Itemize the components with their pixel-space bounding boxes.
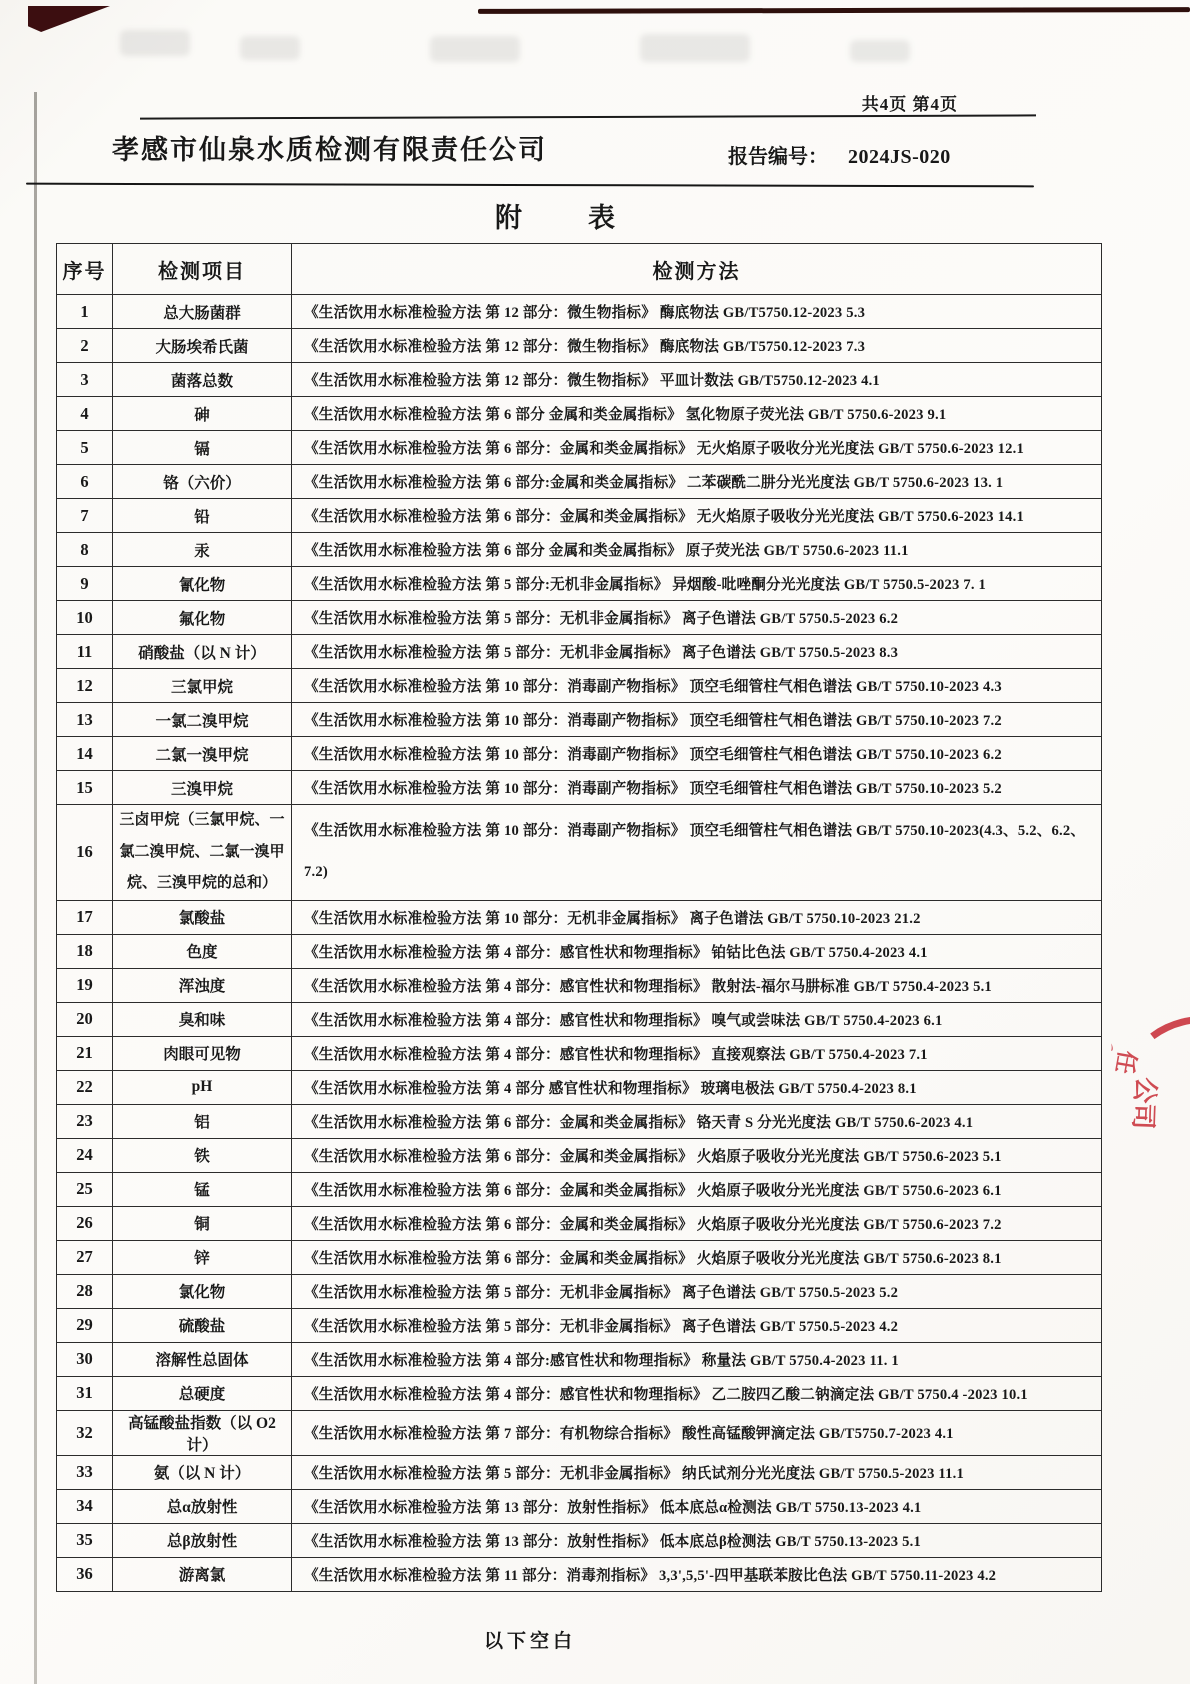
doc-title-char: 附: [495, 203, 522, 233]
cell-no: 1: [57, 295, 113, 329]
table-row: [57, 934, 1102, 968]
cell-method: 《生活饮用水标准检验方法 第 6 部分：金属和类金属指标》 铬天青 S 分光光度法 GB/T 5750.6-2023 4.1: [292, 1104, 1102, 1138]
table-row: [57, 1308, 1102, 1342]
cell-item: 总硬度: [113, 1376, 292, 1410]
table-row: [57, 601, 1102, 635]
cell-item: 铁: [113, 1138, 292, 1172]
scan-smudge: [120, 30, 190, 56]
cell-item: 三溴甲烷: [113, 771, 292, 805]
table-row: [57, 1489, 1102, 1523]
report-number-value: 2024JS-020: [848, 146, 951, 168]
table-row: [57, 968, 1102, 1002]
page-indicator: 共4页 第4页: [861, 95, 958, 114]
cell-no: 30: [57, 1342, 113, 1376]
cell-no: 34: [57, 1489, 113, 1523]
cell-no: 19: [57, 968, 113, 1002]
cell-method: 《生活饮用水标准检验方法 第 6 部分：金属和类金属指标》 火焰原子吸收分光光度法 GB/T 5750.6-2023 6.1: [292, 1172, 1102, 1206]
cell-method: 《生活饮用水标准检验方法 第 6 部分：金属和类金属指标》 火焰原子吸收分光光度法 GB/T 5750.6-2023 5.1: [292, 1138, 1102, 1172]
cell-no: 25: [57, 1172, 113, 1206]
cell-method: 《生活饮用水标准检验方法 第 10 部分：消毒副产物指标》 顶空毛细管柱气相色谱法 GB/T 5750.10-2023 7.2: [292, 703, 1102, 737]
cell-item: pH: [113, 1070, 292, 1104]
table-row: [57, 567, 1102, 601]
table-row: [57, 1104, 1102, 1138]
cell-no: 27: [57, 1240, 113, 1274]
cell-method: 《生活饮用水标准检验方法 第 13 部分：放射性指标》 低本底总β检测法 GB/T 5750.13-2023 5.1: [292, 1523, 1102, 1557]
scan-smudge: [430, 36, 520, 62]
doc-title-char: 表: [588, 203, 615, 233]
cell-method: 《生活饮用水标准检验方法 第 11 部分：消毒剂指标》 3,3',5,5'-四甲基联苯胺比色法 GB/T 5750.11-2023 4.2: [292, 1557, 1102, 1591]
table-row: [57, 1410, 1102, 1455]
footer-note: 以下空白: [483, 1631, 576, 1652]
table-row: [57, 1138, 1102, 1172]
scan-topline-artifact: [478, 7, 1190, 14]
cell-method: 《生活饮用水标准检验方法 第 4 部分：感官性状和物理指标》 铂钴比色法 GB/T 5750.4-2023 4.1: [292, 934, 1102, 968]
cell-method: 《生活饮用水标准检验方法 第 6 部分：金属和类金属指标》 火焰原子吸收分光光度法 GB/T 5750.6-2023 8.1: [292, 1240, 1102, 1274]
cell-method: 《生活饮用水标准检验方法 第 4 部分 感官性状和物理指标》 玻璃电极法 GB/T 5750.4-2023 8.1: [292, 1070, 1102, 1104]
cell-method: 《生活饮用水标准检验方法 第 12 部分：微生物指标》 平皿计数法 GB/T5750.12-2023 4.1: [292, 363, 1102, 397]
cell-no: 31: [57, 1376, 113, 1410]
cell-no: 20: [57, 1002, 113, 1036]
cell-no: 10: [57, 601, 113, 635]
col-method-header: 检测方法: [292, 244, 1102, 295]
cell-method: 《生活饮用水标准检验方法 第 4 部分：感官性状和物理指标》 嗅气或尝味法 GB/T 5750.4-2023 6.1: [292, 1002, 1102, 1036]
report-number: [728, 140, 951, 169]
cell-item: 氨（以 N 计）: [113, 1455, 292, 1489]
cell-no: 4: [57, 397, 113, 431]
cell-item: 铝: [113, 1104, 292, 1138]
table-row: [57, 499, 1102, 533]
table-row: [57, 1070, 1102, 1104]
cell-method: 《生活饮用水标准检验方法 第 4 部分:感官性状和物理指标》 称量法 GB/T 5750.4-2023 11. 1: [292, 1342, 1102, 1376]
cell-item: 总α放射性: [113, 1489, 292, 1523]
cell-no: 14: [57, 737, 113, 771]
cell-item: 三氯甲烷: [113, 669, 292, 703]
scan-smudge: [240, 36, 300, 60]
cell-item: 溶解性总固体: [113, 1342, 292, 1376]
cell-no: 3: [57, 363, 113, 397]
cell-item: 汞: [113, 533, 292, 567]
cell-item: 砷: [113, 397, 292, 431]
table-row: [57, 805, 1102, 901]
table-body: [57, 295, 1102, 1592]
table-row: [57, 329, 1102, 363]
table-row: [57, 771, 1102, 805]
cell-no: 17: [57, 900, 113, 934]
cell-method: 《生活饮用水标准检验方法 第 6 部分：金属和类金属指标》 无火焰原子吸收分光光度法 GB/T 5750.6-2023 14.1: [292, 499, 1102, 533]
table-row: [57, 669, 1102, 703]
cell-item: 高锰酸盐指数（以 O2 计）: [113, 1410, 292, 1455]
table-row: [57, 465, 1102, 499]
cell-method: 《生活饮用水标准检验方法 第 4 部分：感官性状和物理指标》 散射法-福尔马肼标准 GB/T 5750.4-2023 5.1: [292, 968, 1102, 1002]
table-row: [57, 431, 1102, 465]
scan-corner-artifact: [28, 6, 110, 32]
table-row: [57, 1342, 1102, 1376]
table-row: [57, 635, 1102, 669]
cell-no: 6: [57, 465, 113, 499]
cell-method: 《生活饮用水标准检验方法 第 5 部分：无机非金属指标》 离子色谱法 GB/T 5750.5-2023 4.2: [292, 1308, 1102, 1342]
table-row: [57, 900, 1102, 934]
cell-item: 色度: [113, 934, 292, 968]
cell-no: 35: [57, 1523, 113, 1557]
cell-method: 《生活饮用水标准检验方法 第 12 部分：微生物指标》 酶底物法 GB/T5750.12-2023 5.3: [292, 295, 1102, 329]
scan-smudge: [850, 40, 910, 62]
cell-item: 氰化物: [113, 567, 292, 601]
cell-item: 锌: [113, 1240, 292, 1274]
cell-no: 7: [57, 499, 113, 533]
header-rule-bottom: [26, 183, 1034, 188]
cell-method: 《生活饮用水标准检验方法 第 5 部分：无机非金属指标》 离子色谱法 GB/T 5750.5-2023 5.2: [292, 1274, 1102, 1308]
table-row: [57, 1036, 1102, 1070]
cell-item: 硫酸盐: [113, 1308, 292, 1342]
cell-item: 氯酸盐: [113, 900, 292, 934]
table-row: [57, 295, 1102, 329]
cell-method: 《生活饮用水标准检验方法 第 13 部分：放射性指标》 低本底总α检测法 GB/T 5750.13-2023 4.1: [292, 1489, 1102, 1523]
cell-item: 总β放射性: [113, 1523, 292, 1557]
table-row: [57, 1206, 1102, 1240]
table-row: [57, 703, 1102, 737]
cell-item: 臭和味: [113, 1002, 292, 1036]
doc-title: [0, 196, 1110, 235]
red-stamp-char: 司: [1128, 1102, 1159, 1130]
table-row: [57, 533, 1102, 567]
cell-item: 铜: [113, 1206, 292, 1240]
cell-item: 镉: [113, 431, 292, 465]
cell-item: 菌落总数: [113, 363, 292, 397]
cell-item: 浑浊度: [113, 968, 292, 1002]
cell-no: 23: [57, 1104, 113, 1138]
cell-method: 《生活饮用水标准检验方法 第 10 部分：无机非金属指标》 离子色谱法 GB/T 5750.10-2023 21.2: [292, 900, 1102, 934]
table-row: [57, 1274, 1102, 1308]
cell-no: 28: [57, 1274, 113, 1308]
table-row: [57, 363, 1102, 397]
cell-no: 24: [57, 1138, 113, 1172]
cell-no: 2: [57, 329, 113, 363]
appendix-table: [56, 243, 1102, 1592]
table-row: [57, 737, 1102, 771]
cell-no: 29: [57, 1308, 113, 1342]
cell-no: 8: [57, 533, 113, 567]
cell-method: 《生活饮用水标准检验方法 第 5 部分：无机非金属指标》 纳氏试剂分光光度法 GB/T 5750.5-2023 11.1: [292, 1455, 1102, 1489]
cell-no: 36: [57, 1557, 113, 1591]
cell-method: 《生活饮用水标准检验方法 第 6 部分 金属和类金属指标》 氢化物原子荧光法 GB/T 5750.6-2023 9.1: [292, 397, 1102, 431]
page-edge-line: [34, 92, 37, 1684]
cell-method: 《生活饮用水标准检验方法 第 5 部分：无机非金属指标》 离子色谱法 GB/T 5750.5-2023 6.2: [292, 601, 1102, 635]
header-rule-top: [140, 114, 1036, 119]
cell-no: 26: [57, 1206, 113, 1240]
cell-no: 15: [57, 771, 113, 805]
cell-no: 11: [57, 635, 113, 669]
scan-smudge: [640, 34, 750, 62]
col-item-header: 检测项目: [113, 244, 292, 295]
table-header-row: [57, 244, 1102, 295]
cell-item: 二氯一溴甲烷: [113, 737, 292, 771]
cell-no: 5: [57, 431, 113, 465]
cell-method: 《生活饮用水标准检验方法 第 6 部分：金属和类金属指标》 火焰原子吸收分光光度法 GB/T 5750.6-2023 7.2: [292, 1206, 1102, 1240]
cell-item: 肉眼可见物: [113, 1036, 292, 1070]
cell-no: 32: [57, 1410, 113, 1455]
cell-no: 21: [57, 1036, 113, 1070]
cell-no: 22: [57, 1070, 113, 1104]
cell-method: 《生活饮用水标准检验方法 第 5 部分：无机非金属指标》 离子色谱法 GB/T 5750.5-2023 8.3: [292, 635, 1102, 669]
company-name: 孝感市仙泉水质检测有限责任公司: [112, 135, 547, 165]
table-row: [57, 1002, 1102, 1036]
table-row: [57, 1557, 1102, 1591]
cell-method: 《生活饮用水标准检验方法 第 10 部分：消毒副产物指标》 顶空毛细管柱气相色谱法 GB/T 5750.10-2023 5.2: [292, 771, 1102, 805]
cell-method: 《生活饮用水标准检验方法 第 12 部分：微生物指标》 酶底物法 GB/T5750.12-2023 7.3: [292, 329, 1102, 363]
cell-method: 《生活饮用水标准检验方法 第 6 部分:金属和类金属指标》 二苯碳酰二肼分光光度法 GB/T 5750.6-2023 13. 1: [292, 465, 1102, 499]
cell-method: 《生活饮用水标准检验方法 第 5 部分:无机非金属指标》 异烟酸-吡唑酮分光光度法 GB/T 5750.5-2023 7. 1: [292, 567, 1102, 601]
table-row: [57, 1240, 1102, 1274]
red-stamp-char: 任: [1111, 1048, 1141, 1076]
cell-item: 大肠埃希氏菌: [113, 329, 292, 363]
cell-method: 《生活饮用水标准检验方法 第 10 部分：消毒副产物指标》 顶空毛细管柱气相色谱法 GB/T 5750.10-2023 6.2: [292, 737, 1102, 771]
table-row: [57, 1172, 1102, 1206]
red-stamp-char: 公: [1129, 1075, 1162, 1106]
report-number-label: 报告编号：: [728, 146, 828, 168]
cell-item: 一氯二溴甲烷: [113, 703, 292, 737]
cell-method: 《生活饮用水标准检验方法 第 10 部分：消毒副产物指标》 顶空毛细管柱气相色谱法 GB/T 5750.10-2023(4.3、5.2、6.2、7.2): [292, 805, 1102, 901]
cell-no: 33: [57, 1455, 113, 1489]
table-row: [57, 1523, 1102, 1557]
red-stamp-mark: 丶: [1099, 1038, 1121, 1060]
cell-method: 《生活饮用水标准检验方法 第 6 部分 金属和类金属指标》 原子荧光法 GB/T 5750.6-2023 11.1: [292, 533, 1102, 567]
cell-no: 12: [57, 669, 113, 703]
cell-no: 16: [57, 805, 113, 901]
table-row: [57, 1376, 1102, 1410]
cell-method: 《生活饮用水标准检验方法 第 10 部分：消毒副产物指标》 顶空毛细管柱气相色谱法 GB/T 5750.10-2023 4.3: [292, 669, 1102, 703]
cell-item: 铬（六价）: [113, 465, 292, 499]
cell-no: 18: [57, 934, 113, 968]
cell-method: 《生活饮用水标准检验方法 第 6 部分：金属和类金属指标》 无火焰原子吸收分光光度法 GB/T 5750.6-2023 12.1: [292, 431, 1102, 465]
cell-no: 13: [57, 703, 113, 737]
table-row: [57, 397, 1102, 431]
cell-item: 总大肠菌群: [113, 295, 292, 329]
cell-no: 9: [57, 567, 113, 601]
cell-item: 铅: [113, 499, 292, 533]
cell-item: 游离氯: [113, 1557, 292, 1591]
cell-method: 《生活饮用水标准检验方法 第 7 部分：有机物综合指标》 酸性高锰酸钾滴定法 GB/T5750.7-2023 4.1: [292, 1410, 1102, 1455]
cell-method: 《生活饮用水标准检验方法 第 4 部分：感官性状和物理指标》 乙二胺四乙酸二钠滴定法 GB/T 5750.4 -2023 10.1: [292, 1376, 1102, 1410]
cell-item: 三卤甲烷（三氯甲烷、一氯二溴甲烷、二氯一溴甲烷、三溴甲烷的总和）: [113, 805, 292, 901]
cell-item: 锰: [113, 1172, 292, 1206]
cell-item: 氟化物: [113, 601, 292, 635]
cell-item: 氯化物: [113, 1274, 292, 1308]
table-row: [57, 1455, 1102, 1489]
cell-method: 《生活饮用水标准检验方法 第 4 部分：感官性状和物理指标》 直接观察法 GB/T 5750.4-2023 7.1: [292, 1036, 1102, 1070]
cell-item: 硝酸盐（以 N 计）: [113, 635, 292, 669]
col-no-header: 序号: [57, 244, 113, 295]
